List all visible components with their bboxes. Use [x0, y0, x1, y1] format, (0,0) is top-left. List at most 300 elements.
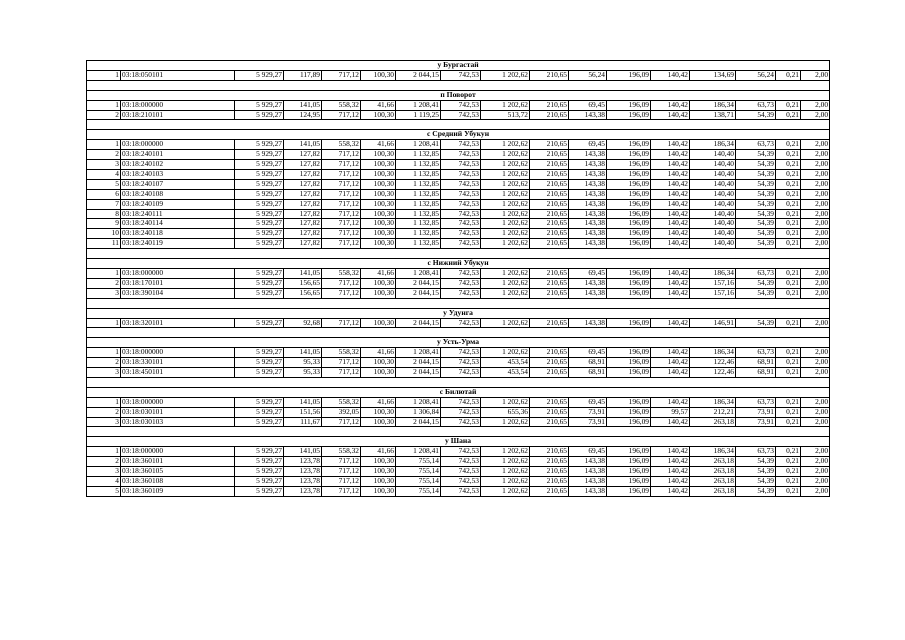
value-cell: 0,21	[776, 199, 801, 209]
value-cell: 5 929,27	[235, 368, 284, 378]
value-cell: 186,34	[690, 348, 736, 358]
value-cell: 1 132,85	[396, 209, 441, 219]
value-cell: 2,00	[801, 239, 830, 249]
table-row	[87, 288, 830, 298]
value-cell: 2,00	[801, 278, 830, 288]
value-cell: 140,40	[690, 239, 736, 249]
spacer-cell	[87, 249, 830, 259]
value-cell: 196,09	[607, 179, 651, 189]
value-cell: 210,65	[530, 476, 569, 486]
value-cell: 1 202,62	[481, 476, 530, 486]
value-cell: 5 929,27	[235, 150, 284, 160]
value-cell: 140,42	[651, 219, 690, 229]
value-cell: 54,39	[736, 150, 776, 160]
value-cell: 742,53	[441, 140, 481, 150]
value-cell: 186,34	[690, 140, 736, 150]
cadastral-code: 03:18:360105	[121, 467, 235, 477]
value-cell: 196,09	[607, 209, 651, 219]
value-cell: 717,12	[322, 278, 361, 288]
table-row	[87, 160, 830, 170]
section-title: у Удунга	[87, 308, 830, 318]
value-cell: 1 202,62	[481, 457, 530, 467]
value-cell: 717,12	[322, 209, 361, 219]
value-cell: 140,42	[651, 150, 690, 160]
row-index: 4	[87, 169, 121, 179]
value-cell: 742,53	[441, 189, 481, 199]
value-cell: 54,39	[736, 189, 776, 199]
value-cell: 742,53	[441, 368, 481, 378]
value-cell: 2 044,15	[396, 70, 441, 80]
value-cell: 210,65	[530, 358, 569, 368]
value-cell: 196,09	[607, 160, 651, 170]
value-cell: 742,53	[441, 100, 481, 110]
value-cell: 717,12	[322, 476, 361, 486]
table-row	[87, 447, 830, 457]
row-index: 10	[87, 229, 121, 239]
cadastral-code: 03:18:360108	[121, 476, 235, 486]
value-cell: 196,09	[607, 268, 651, 278]
row-index: 1	[87, 318, 121, 328]
value-cell: 117,89	[284, 70, 322, 80]
value-cell: 140,42	[651, 278, 690, 288]
value-cell: 196,09	[607, 318, 651, 328]
value-cell: 1 202,62	[481, 239, 530, 249]
value-cell: 140,42	[651, 288, 690, 298]
table-row	[87, 358, 830, 368]
cadastral-code: 03:18:240109	[121, 199, 235, 209]
value-cell: 742,53	[441, 417, 481, 427]
value-cell: 2,00	[801, 189, 830, 199]
spacer-row	[87, 120, 830, 130]
table-row	[87, 179, 830, 189]
value-cell: 100,30	[361, 288, 396, 298]
value-cell: 1 202,62	[481, 189, 530, 199]
value-cell: 742,53	[441, 348, 481, 358]
table-row	[87, 70, 830, 80]
row-index: 3	[87, 467, 121, 477]
value-cell: 2,00	[801, 486, 830, 496]
value-cell: 54,39	[736, 278, 776, 288]
value-cell: 742,53	[441, 288, 481, 298]
value-cell: 5 929,27	[235, 358, 284, 368]
value-cell: 186,34	[690, 447, 736, 457]
value-cell: 210,65	[530, 169, 569, 179]
value-cell: 122,46	[690, 368, 736, 378]
value-cell: 156,65	[284, 288, 322, 298]
value-cell: 54,39	[736, 467, 776, 477]
table-row	[87, 467, 830, 477]
table-row	[87, 318, 830, 328]
value-cell: 1 208,41	[396, 100, 441, 110]
value-cell: 717,12	[322, 199, 361, 209]
value-cell: 69,45	[569, 447, 607, 457]
value-cell: 5 929,27	[235, 407, 284, 417]
value-cell: 63,73	[736, 447, 776, 457]
table-row	[87, 486, 830, 496]
cadastral-code: 03:18:210101	[121, 110, 235, 120]
value-cell: 95,33	[284, 368, 322, 378]
value-cell: 1 202,62	[481, 219, 530, 229]
value-cell: 100,30	[361, 407, 396, 417]
value-cell: 127,82	[284, 239, 322, 249]
value-cell: 2,00	[801, 457, 830, 467]
table-row	[87, 407, 830, 417]
value-cell: 140,40	[690, 209, 736, 219]
value-cell: 54,39	[736, 318, 776, 328]
section-title: с Средний Убукун	[87, 130, 830, 140]
value-cell: 0,21	[776, 140, 801, 150]
value-cell: 558,32	[322, 140, 361, 150]
value-cell: 41,66	[361, 268, 396, 278]
value-cell: 99,57	[651, 407, 690, 417]
value-cell: 1 208,41	[396, 348, 441, 358]
value-cell: 196,09	[607, 110, 651, 120]
value-cell: 2,00	[801, 100, 830, 110]
table-row	[87, 397, 830, 407]
value-cell: 143,38	[569, 486, 607, 496]
value-cell: 140,40	[690, 150, 736, 160]
value-cell: 140,42	[651, 229, 690, 239]
table-row	[87, 278, 830, 288]
value-cell: 0,21	[776, 209, 801, 219]
table-row	[87, 457, 830, 467]
value-cell: 140,42	[651, 169, 690, 179]
value-cell: 100,30	[361, 457, 396, 467]
cadastral-code: 03:18:390104	[121, 288, 235, 298]
value-cell: 5 929,27	[235, 199, 284, 209]
value-cell: 140,40	[690, 169, 736, 179]
value-cell: 134,69	[690, 70, 736, 80]
value-cell: 5 929,27	[235, 169, 284, 179]
value-cell: 742,53	[441, 150, 481, 160]
value-cell: 1 202,62	[481, 486, 530, 496]
value-cell: 140,42	[651, 239, 690, 249]
value-cell: 5 929,27	[235, 100, 284, 110]
value-cell: 5 929,27	[235, 486, 284, 496]
value-cell: 146,91	[690, 318, 736, 328]
value-cell: 2,00	[801, 318, 830, 328]
value-cell: 140,42	[651, 397, 690, 407]
value-cell: 54,39	[736, 457, 776, 467]
value-cell: 196,09	[607, 358, 651, 368]
value-cell: 54,39	[736, 160, 776, 170]
value-cell: 1 202,62	[481, 447, 530, 457]
value-cell: 100,30	[361, 219, 396, 229]
value-cell: 717,12	[322, 457, 361, 467]
value-cell: 1 202,62	[481, 179, 530, 189]
value-cell: 2,00	[801, 70, 830, 80]
table-row	[87, 199, 830, 209]
value-cell: 558,32	[322, 348, 361, 358]
value-cell: 2 044,15	[396, 368, 441, 378]
value-cell: 0,21	[776, 100, 801, 110]
value-cell: 196,09	[607, 150, 651, 160]
value-cell: 0,21	[776, 447, 801, 457]
value-cell: 69,45	[569, 348, 607, 358]
value-cell: 41,66	[361, 447, 396, 457]
cadastral-code: 03:18:000000	[121, 447, 235, 457]
value-cell: 127,82	[284, 150, 322, 160]
value-cell: 717,12	[322, 160, 361, 170]
value-cell: 196,09	[607, 100, 651, 110]
value-cell: 742,53	[441, 407, 481, 417]
value-cell: 513,72	[481, 110, 530, 120]
value-cell: 196,09	[607, 189, 651, 199]
value-cell: 210,65	[530, 318, 569, 328]
value-cell: 54,39	[736, 219, 776, 229]
value-cell: 140,42	[651, 110, 690, 120]
value-cell: 0,21	[776, 70, 801, 80]
value-cell: 1 202,62	[481, 140, 530, 150]
value-cell: 0,21	[776, 358, 801, 368]
cadastral-code: 03:18:170101	[121, 278, 235, 288]
value-cell: 73,91	[569, 417, 607, 427]
table-row	[87, 476, 830, 486]
section-title: с Билютай	[87, 387, 830, 397]
value-cell: 5 929,27	[235, 417, 284, 427]
value-cell: 2 044,15	[396, 288, 441, 298]
value-cell: 210,65	[530, 160, 569, 170]
value-cell: 54,39	[736, 169, 776, 179]
value-cell: 210,65	[530, 100, 569, 110]
value-cell: 127,82	[284, 160, 322, 170]
value-cell: 1 132,85	[396, 199, 441, 209]
value-cell: 0,21	[776, 457, 801, 467]
value-cell: 1 202,62	[481, 150, 530, 160]
spacer-row	[87, 377, 830, 387]
value-cell: 123,78	[284, 486, 322, 496]
value-cell: 2,00	[801, 229, 830, 239]
value-cell: 558,32	[322, 397, 361, 407]
value-cell: 717,12	[322, 110, 361, 120]
value-cell: 100,30	[361, 239, 396, 249]
value-cell: 100,30	[361, 467, 396, 477]
value-cell: 742,53	[441, 160, 481, 170]
value-cell: 2 044,15	[396, 318, 441, 328]
value-cell: 717,12	[322, 169, 361, 179]
value-cell: 1 202,62	[481, 288, 530, 298]
value-cell: 140,42	[651, 209, 690, 219]
cadastral-code: 03:18:360109	[121, 486, 235, 496]
value-cell: 73,91	[736, 417, 776, 427]
value-cell: 2,00	[801, 368, 830, 378]
value-cell: 54,39	[736, 486, 776, 496]
value-cell: 140,40	[690, 179, 736, 189]
value-cell: 0,21	[776, 219, 801, 229]
value-cell: 124,95	[284, 110, 322, 120]
value-cell: 123,78	[284, 476, 322, 486]
spacer-row	[87, 80, 830, 90]
row-index: 5	[87, 486, 121, 496]
spacer-row	[87, 298, 830, 308]
row-index: 9	[87, 219, 121, 229]
value-cell: 0,21	[776, 229, 801, 239]
value-cell: 140,42	[651, 417, 690, 427]
row-index: 7	[87, 199, 121, 209]
value-cell: 143,38	[569, 179, 607, 189]
value-cell: 263,18	[690, 467, 736, 477]
value-cell: 63,73	[736, 268, 776, 278]
value-cell: 100,30	[361, 110, 396, 120]
value-cell: 196,09	[607, 407, 651, 417]
value-cell: 210,65	[530, 140, 569, 150]
value-cell: 127,82	[284, 179, 322, 189]
value-cell: 92,68	[284, 318, 322, 328]
value-cell: 755,14	[396, 486, 441, 496]
value-cell: 392,05	[322, 407, 361, 417]
section-title-row	[87, 130, 830, 140]
table-row	[87, 140, 830, 150]
value-cell: 143,38	[569, 169, 607, 179]
value-cell: 143,38	[569, 199, 607, 209]
value-cell: 140,42	[651, 140, 690, 150]
value-cell: 141,05	[284, 268, 322, 278]
table-row	[87, 219, 830, 229]
value-cell: 717,12	[322, 219, 361, 229]
tariff-table	[86, 60, 830, 497]
value-cell: 196,09	[607, 278, 651, 288]
value-cell: 143,38	[569, 219, 607, 229]
value-cell: 140,42	[651, 368, 690, 378]
table-row	[87, 229, 830, 239]
value-cell: 742,53	[441, 457, 481, 467]
value-cell: 140,42	[651, 457, 690, 467]
value-cell: 100,30	[361, 486, 396, 496]
value-cell: 100,30	[361, 199, 396, 209]
value-cell: 1 132,85	[396, 239, 441, 249]
value-cell: 1 208,41	[396, 268, 441, 278]
value-cell: 100,30	[361, 189, 396, 199]
value-cell: 63,73	[736, 100, 776, 110]
value-cell: 2,00	[801, 268, 830, 278]
value-cell: 5 929,27	[235, 160, 284, 170]
value-cell: 68,91	[569, 368, 607, 378]
section-title-row	[87, 308, 830, 318]
section-title-row	[87, 90, 830, 100]
cadastral-code: 03:18:240111	[121, 209, 235, 219]
value-cell: 742,53	[441, 278, 481, 288]
value-cell: 140,40	[690, 160, 736, 170]
value-cell: 1 202,62	[481, 268, 530, 278]
value-cell: 5 929,27	[235, 140, 284, 150]
value-cell: 5 929,27	[235, 457, 284, 467]
value-cell: 140,42	[651, 358, 690, 368]
value-cell: 210,65	[530, 447, 569, 457]
value-cell: 2,00	[801, 397, 830, 407]
value-cell: 717,12	[322, 368, 361, 378]
value-cell: 1 202,62	[481, 467, 530, 477]
row-index: 3	[87, 288, 121, 298]
value-cell: 1 132,85	[396, 219, 441, 229]
value-cell: 100,30	[361, 358, 396, 368]
value-cell: 140,42	[651, 476, 690, 486]
value-cell: 140,42	[651, 348, 690, 358]
value-cell: 54,39	[736, 288, 776, 298]
value-cell: 2,00	[801, 417, 830, 427]
value-cell: 56,24	[569, 70, 607, 80]
value-cell: 54,39	[736, 229, 776, 239]
value-cell: 1 132,85	[396, 169, 441, 179]
value-cell: 1 202,62	[481, 417, 530, 427]
value-cell: 558,32	[322, 100, 361, 110]
value-cell: 2,00	[801, 288, 830, 298]
spacer-cell	[87, 80, 830, 90]
value-cell: 210,65	[530, 219, 569, 229]
section-title: у Бургастай	[87, 61, 830, 71]
value-cell: 0,21	[776, 407, 801, 417]
value-cell: 127,82	[284, 169, 322, 179]
value-cell: 5 929,27	[235, 179, 284, 189]
value-cell: 186,34	[690, 100, 736, 110]
row-index: 1	[87, 397, 121, 407]
value-cell: 196,09	[607, 229, 651, 239]
value-cell: 0,21	[776, 110, 801, 120]
value-cell: 210,65	[530, 239, 569, 249]
value-cell: 196,09	[607, 417, 651, 427]
table-row	[87, 239, 830, 249]
value-cell: 68,91	[736, 368, 776, 378]
spacer-row	[87, 328, 830, 338]
value-cell: 140,42	[651, 100, 690, 110]
value-cell: 143,38	[569, 239, 607, 249]
value-cell: 56,24	[736, 70, 776, 80]
value-cell: 143,38	[569, 189, 607, 199]
value-cell: 210,65	[530, 179, 569, 189]
cadastral-code: 03:18:000000	[121, 100, 235, 110]
value-cell: 54,39	[736, 199, 776, 209]
value-cell: 210,65	[530, 417, 569, 427]
value-cell: 2,00	[801, 358, 830, 368]
value-cell: 210,65	[530, 150, 569, 160]
value-cell: 717,12	[322, 150, 361, 160]
value-cell: 100,30	[361, 476, 396, 486]
cadastral-code: 03:18:240107	[121, 179, 235, 189]
value-cell: 2,00	[801, 476, 830, 486]
value-cell: 210,65	[530, 348, 569, 358]
value-cell: 5 929,27	[235, 288, 284, 298]
value-cell: 0,21	[776, 189, 801, 199]
value-cell: 5 929,27	[235, 239, 284, 249]
value-cell: 742,53	[441, 358, 481, 368]
value-cell: 263,18	[690, 457, 736, 467]
value-cell: 186,34	[690, 268, 736, 278]
value-cell: 41,66	[361, 397, 396, 407]
value-cell: 717,12	[322, 486, 361, 496]
value-cell: 742,53	[441, 219, 481, 229]
value-cell: 5 929,27	[235, 318, 284, 328]
section-title: с Нижний Убукун	[87, 259, 830, 269]
value-cell: 140,42	[651, 486, 690, 496]
value-cell: 196,09	[607, 219, 651, 229]
value-cell: 742,53	[441, 268, 481, 278]
value-cell: 143,38	[569, 457, 607, 467]
value-cell: 1 202,62	[481, 397, 530, 407]
section-title: у Усть-Урма	[87, 338, 830, 348]
value-cell: 742,53	[441, 110, 481, 120]
value-cell: 210,65	[530, 407, 569, 417]
value-cell: 1 132,85	[396, 229, 441, 239]
value-cell: 263,18	[690, 486, 736, 496]
value-cell: 100,30	[361, 368, 396, 378]
spacer-row	[87, 427, 830, 437]
value-cell: 1 208,41	[396, 447, 441, 457]
value-cell: 717,12	[322, 229, 361, 239]
table-row	[87, 150, 830, 160]
row-index: 1	[87, 268, 121, 278]
cadastral-code: 03:18:000000	[121, 397, 235, 407]
value-cell: 196,09	[607, 199, 651, 209]
row-index: 2	[87, 150, 121, 160]
